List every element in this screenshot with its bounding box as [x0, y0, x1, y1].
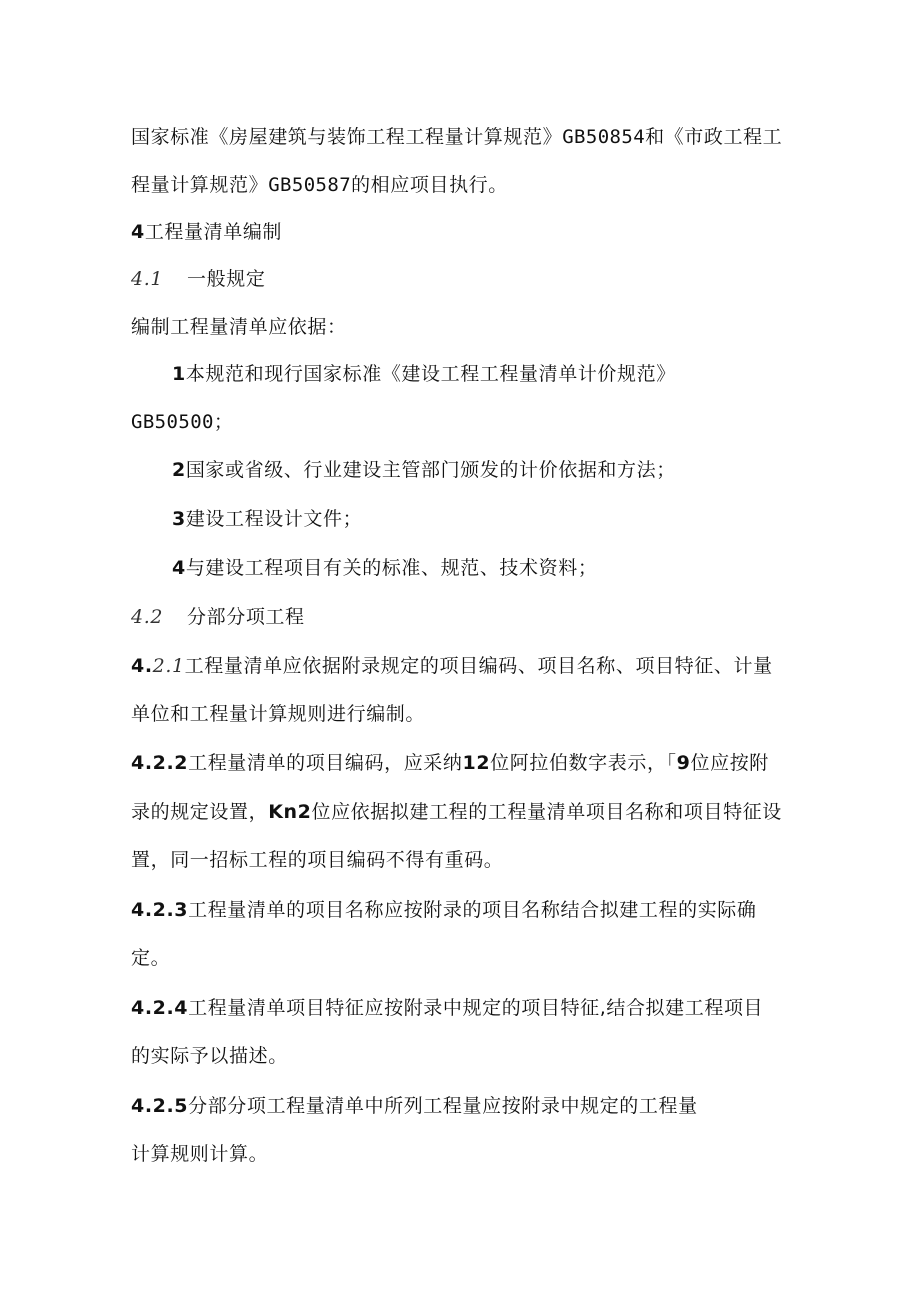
clause-text: 位应依据拟建工程的工程量清单项目名称和项目特征设 [311, 801, 782, 823]
list-number: 1 [172, 363, 186, 385]
list-text: 本规范和现行国家标准《建设工程工程量清单计价规范》 [185, 363, 676, 385]
clause-text: 工程量清单的项目名称应按附录的项目名称结合拟建工程的实际确 [188, 899, 757, 921]
section-title: 工程量清单编制 [144, 221, 283, 243]
list-text: 国家或省级、行业建设主管部门颁发的计价依据和方法； [185, 459, 676, 481]
list-item [172, 507, 362, 531]
clause-line [131, 1094, 698, 1118]
intro-text: 编制工程量清单应依据： [131, 316, 347, 338]
clause-line: 单位和工程量计算规则进行编制。 [131, 703, 426, 725]
standard-code: GB50587 [268, 174, 352, 196]
list-number: 2 [172, 459, 186, 481]
list-number: 4 [172, 557, 186, 579]
clause-line [131, 898, 757, 922]
digit-count: Kn2 [268, 801, 312, 823]
section-number: 4 [131, 221, 145, 243]
digit-count: 9 [676, 752, 691, 774]
clause-line: 置，同一招标工程的项目编码不得有重码。 [131, 849, 504, 871]
standard-code: GB50500； [131, 411, 234, 433]
clause-text: 工程量清单的项目编码，应采纳 [188, 752, 463, 774]
clause-text: 工程量清单应依据附录规定的项目编码、项目名称、项目特征、计量 [184, 655, 773, 677]
clause-text: 录的规定设置， [131, 801, 269, 823]
list-item [172, 362, 676, 386]
clause-number: 4.2.2 [131, 752, 189, 774]
clause-line [131, 654, 773, 678]
standard-code: GB50854 [562, 126, 646, 148]
clause-line: 的实际予以描述。 [131, 1045, 288, 1067]
clause-number: 4.2.4 [131, 997, 189, 1019]
clause-text: 分部分项工程量清单中所列工程量应按附录中规定的工程量 [188, 1095, 698, 1117]
list-item [172, 458, 676, 482]
subsection-heading [131, 267, 265, 291]
text-run: 的相应项目执行。 [351, 174, 508, 196]
clause-number: 4.2.5 [131, 1095, 189, 1117]
subsection-heading [131, 605, 305, 629]
clause-line: 计算规则计算。 [131, 1143, 269, 1165]
clause-line [131, 751, 769, 775]
text-run: 程量计算规范》 [131, 174, 269, 196]
clause-number: 4.2.3 [131, 899, 189, 921]
digit-count: 12 [462, 752, 491, 774]
clause-line [131, 996, 763, 1020]
clause-line [131, 800, 782, 824]
clause-text: 位应按附 [690, 752, 769, 774]
text-run: 和《市政工程工 [645, 126, 783, 148]
clause-number: 2.1 [152, 655, 185, 677]
paragraph-line [131, 173, 508, 197]
list-text: 与建设工程项目有关的标准、规范、技术资料； [185, 557, 598, 579]
clause-number: 4. [131, 655, 153, 677]
paragraph-line [131, 125, 782, 149]
clause-text: 位阿拉伯数字表示，「 [490, 752, 677, 774]
clause-text: 工程量清单项目特征应按附录中规定的项目特征,结合拟建工程项目 [188, 997, 764, 1019]
list-item [172, 556, 597, 580]
subsection-title: 分部分项工程 [187, 606, 305, 628]
subsection-number: 4.1 [131, 268, 164, 290]
clause-line: 定。 [131, 947, 171, 969]
subsection-number: 4.2 [131, 606, 164, 628]
subsection-title: 一般规定 [187, 268, 266, 290]
list-text: 建设工程设计文件； [185, 508, 363, 530]
list-number: 3 [172, 508, 186, 530]
section-heading [131, 220, 282, 244]
text-run: 国家标准《房屋建筑与装饰工程工程量计算规范》 [131, 126, 563, 148]
